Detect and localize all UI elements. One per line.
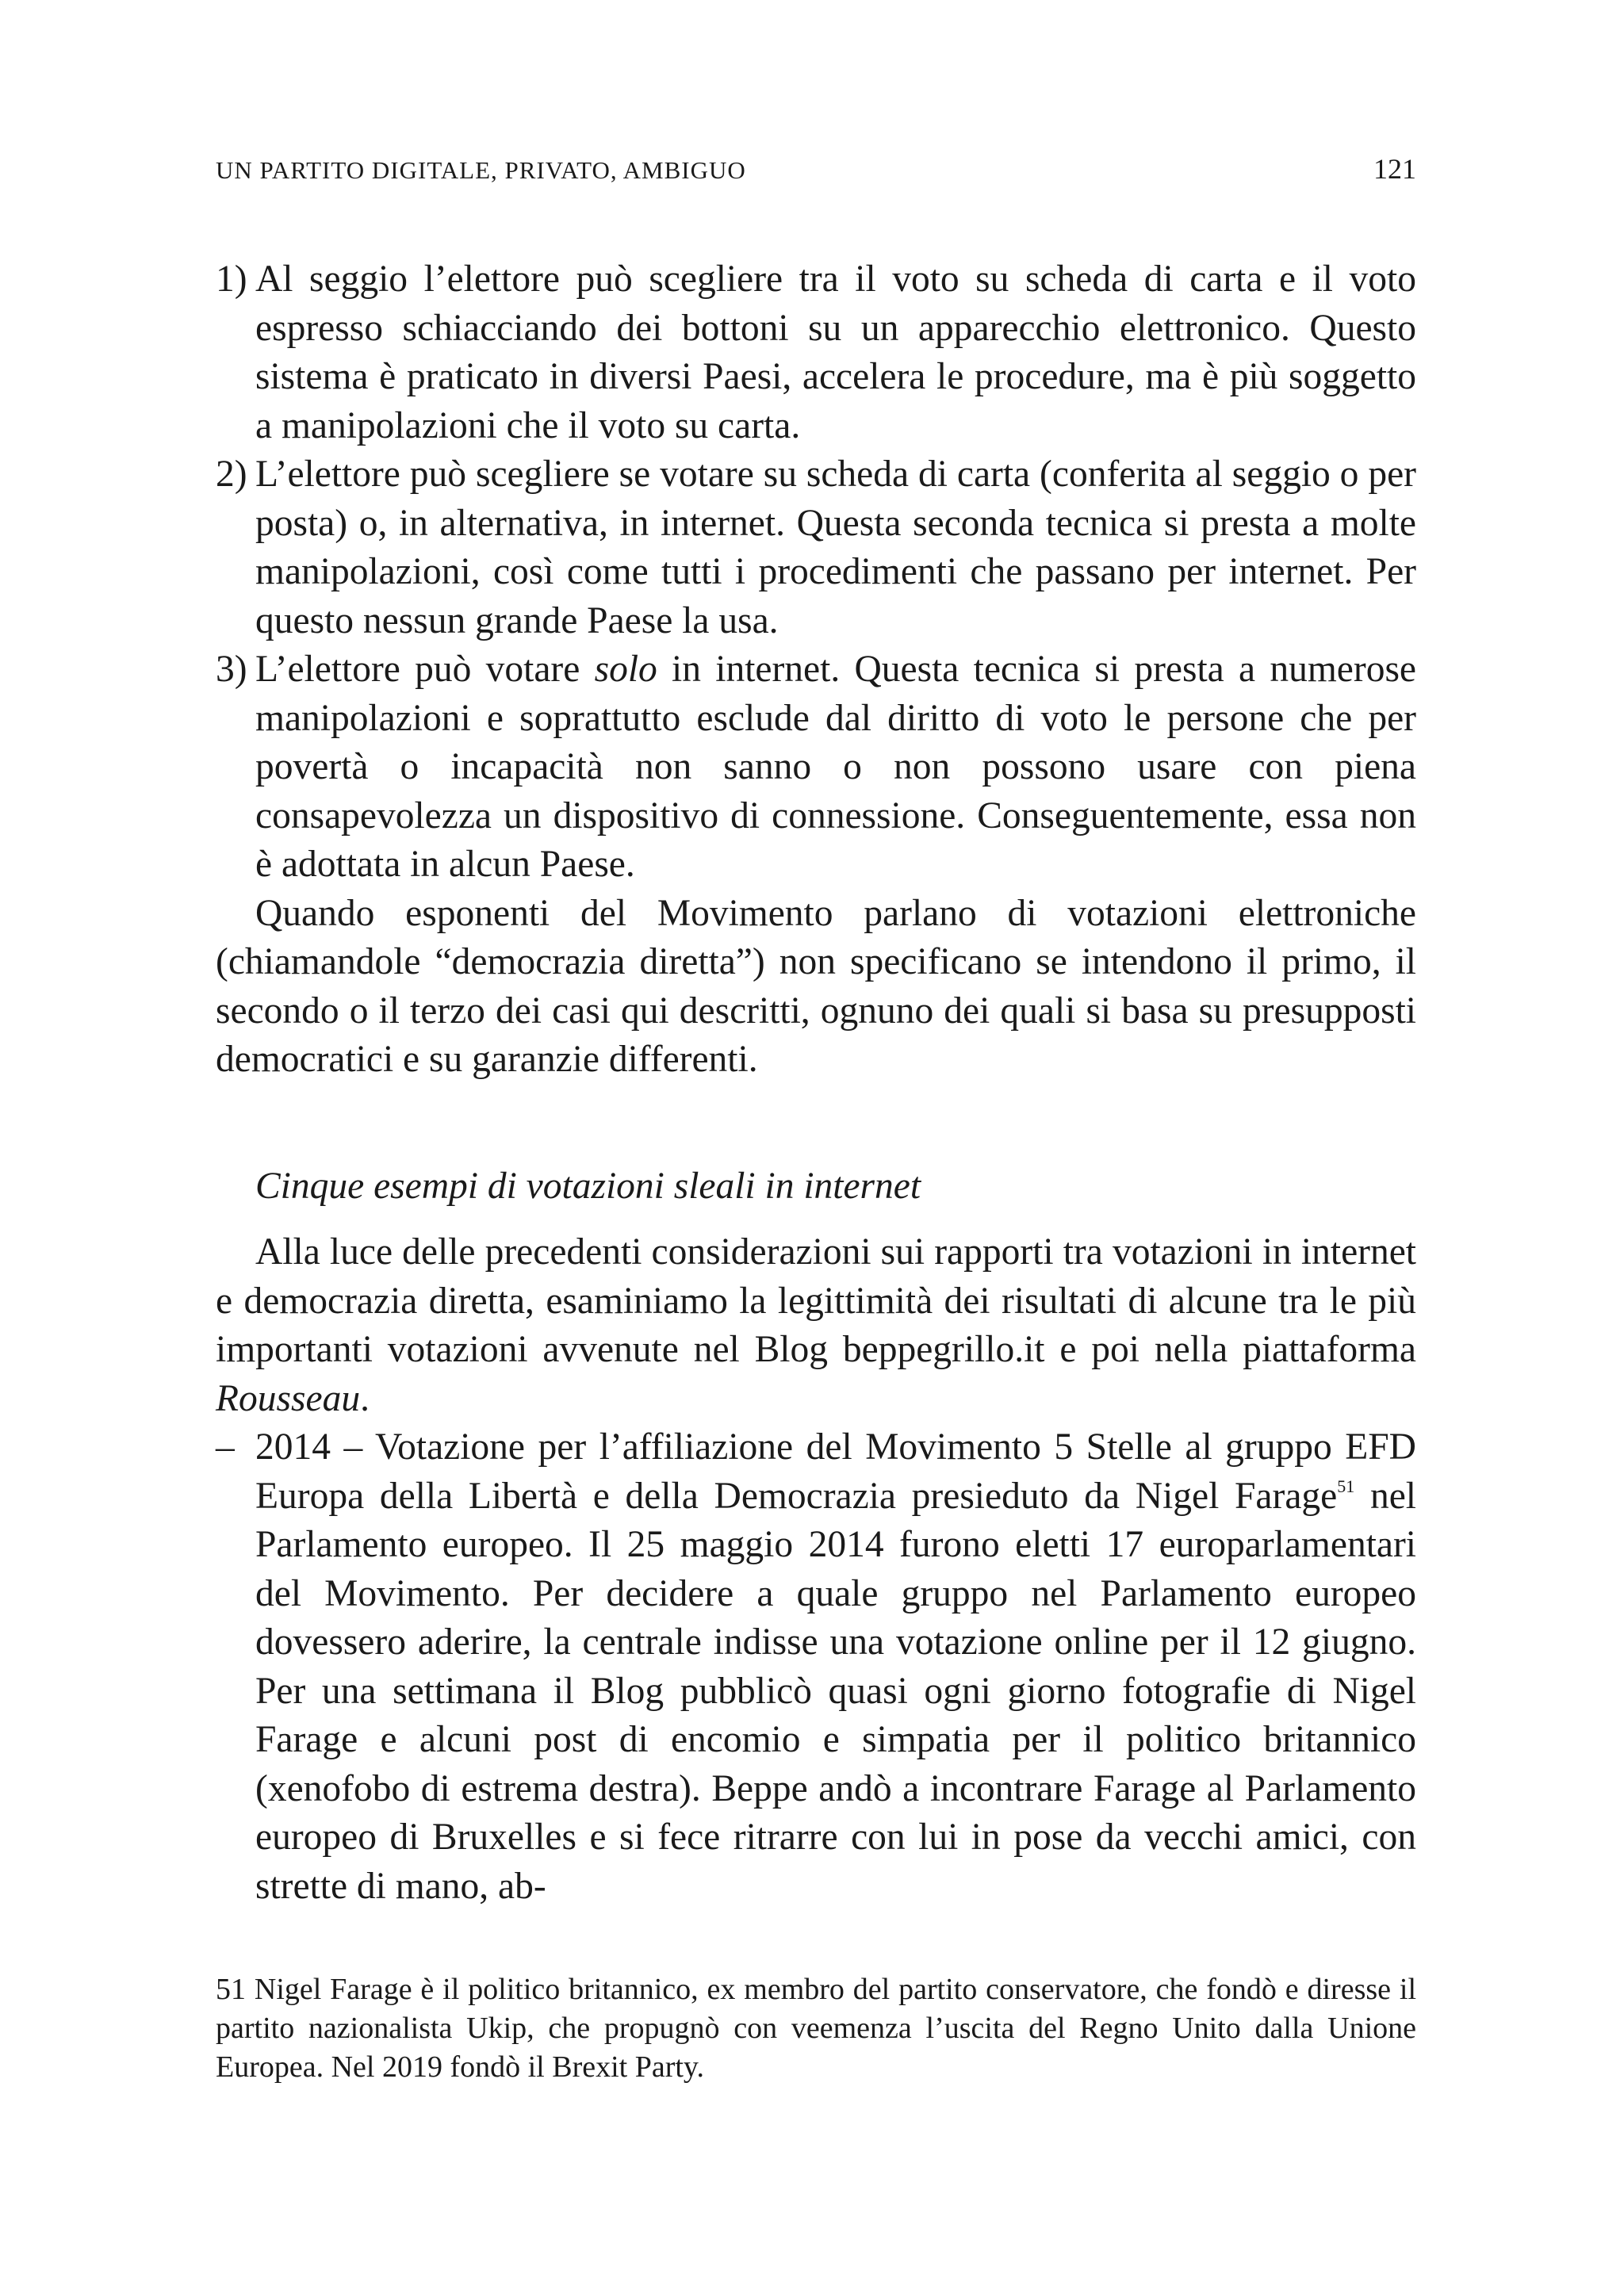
footnote [216,1970,1416,2087]
paragraph-text-after: . [360,1377,370,1419]
numbered-item-1 [216,255,1416,450]
item-text-italic: solo [594,649,657,690]
item-text: L’elettore può scegliere se votare su scheda di carta (conferita al seggio o per posta) o, in alternativa, in internet. Questa seconda tecnica si presta a molte manipolazioni, così come tutti i procedimenti che passano per internet. Per questo nessun grande Paese la usa. [255,454,1416,641]
item-number: 3) [216,649,247,690]
item-number: 1) [216,258,247,300]
footnote-text: Nigel Farage è il politico britannico, ex membro del partito conservatore, che fondò e diresse il partito nazionalista Ukip, che propugnò con veemenza l’uscita del Regno Unito dalla Unione Europea. Nel 2019 fondò il Brexit Party. [216,1973,1417,2084]
footnote-reference[interactable]: 51 [1337,1476,1355,1496]
numbered-item-3 [216,645,1416,890]
item-number: 2) [216,454,247,495]
item-text-after: in internet. Questa tecnica si presta a numerose manipolazioni e soprattutto esclude dal diritto di voto le persone che per povertà o incapacità non sanno o non possono usare con piena consapevolezza un dispositivo di connessione. Conseguentemente, essa non è adottata in alcun Paese. [255,649,1417,885]
page-number: 121 [1373,153,1416,185]
main-text [216,255,1416,1911]
item-text-before: L’elettore può votare [255,649,595,690]
item-text: Al seggio l’elettore può scegliere tra il voto su scheda di carta e il voto espresso schiacciando dei bottoni su un apparecchio elettronico. Questo sistema è praticato in diversi Paesi, accelera le procedure, ma è più soggetto a manipolazioni che il voto su carta. [255,258,1416,446]
dash-item-text-after: nel Parlamento europeo. Il 25 maggio 2014 furono eletti 17 europarlamentari del Movimento. Per decidere a quale gruppo nel Parlamento europeo dovessero aderire, la centrale indisse una votazione online per il 12 giugno. Per una settimana il Blog pubblicò quasi ogni giorno fotografie di Nigel Farage e alcuni post di encomio e simpatia per il politico britannico (xenofobo di estrema destra). Beppe andò a incontrare Farage al Parlamento europeo di Bruxelles e si fece ritrarre con lui in pose da vecchi amici, con strette di mano, ab- [255,1475,1417,1907]
dash-item-text-before: 2014 – Votazione per l’affiliazione del Movimento 5 Stelle al gruppo EFD Europa della Libertà e della Democrazia presieduto da Nigel Farage [255,1426,1416,1517]
footnote-number: 51 [216,1973,246,2006]
paragraph-text-italic: Rousseau [216,1377,361,1419]
numbered-item-2 [216,450,1416,645]
dash-item [216,1423,1416,1911]
paragraph-1: Quando esponenti del Movimento parlano di votazioni elettroniche (chiamandole “democrazia diretta”) non specificano se intendono il primo, il secondo o il terzo dei casi qui descritti, ognuno dei quali si basa su presupposti democratici e su garanzie differenti. [216,892,1416,1080]
running-title: UN PARTITO DIGITALE, PRIVATO, AMBIGUO [216,156,746,184]
footnote-paragraph [216,1970,1416,2087]
paragraph-2 [216,1228,1416,1423]
paragraph-text-before: Alla luce delle precedenti considerazioni sui rapporti tra votazioni in internet e democrazia diretta, esaminiamo la legittimità dei risultati di alcune tra le più importanti votazioni avvenute nel Blog beppegrillo.it e poi nella piattaforma [216,1231,1416,1370]
running-head [216,152,1416,192]
dash-marker: – [216,1426,235,1468]
section-heading: Cinque esempi di votazioni sleali in internet [255,1165,921,1207]
